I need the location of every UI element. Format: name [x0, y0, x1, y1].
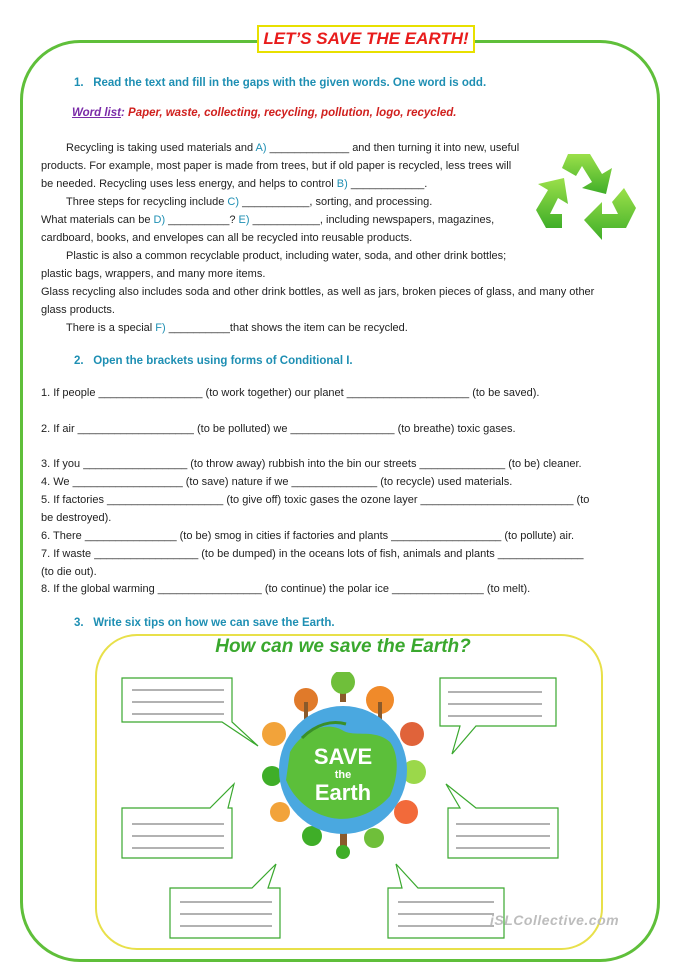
text-line-pre: plastic bags, wrappers, and many more items.	[41, 268, 266, 280]
speech-bubble-middle-left	[120, 782, 260, 862]
text-line	[41, 283, 594, 301]
text-line	[66, 139, 519, 157]
sentence: be destroyed).	[41, 512, 112, 524]
text-line	[41, 229, 412, 247]
earth-text-the: the	[334, 769, 352, 781]
text-line-post: __________that shows the item can be recycled.	[165, 322, 408, 334]
earth-text-earth: Earth	[314, 780, 372, 805]
sentence: 5. If factories ___________________ (to give off) toxic gases the ozone layer _________________________ (to	[41, 494, 590, 506]
text-line-pre: glass products.	[41, 304, 115, 316]
sentence: (to die out).	[41, 566, 97, 578]
gap-label: D)	[153, 214, 166, 226]
text-line	[66, 193, 432, 211]
sentence: 8. If the global warming _________________ (to continue) the polar ice _______________ (to melt).	[41, 583, 531, 595]
task-2-number: 2.	[74, 355, 84, 367]
text-line-pre: What materials can be	[41, 214, 154, 226]
sentence: 6. There _______________ (to be) smog in cities if factories and plants __________________ (to pollute) air.	[41, 530, 575, 542]
gap-label: F)	[155, 322, 166, 334]
gap-label: B)	[336, 178, 348, 190]
sentence: 7. If waste _________________ (to be dumped) in the oceans lots of fish, animals and plants ______________	[41, 548, 584, 560]
speech-bubble-middle-right	[440, 782, 570, 862]
tips-title: How can we save the Earth?	[215, 636, 471, 657]
task-1-heading	[74, 77, 486, 89]
task-3-number: 3.	[74, 617, 84, 629]
task-2-heading	[74, 355, 353, 367]
text-line	[41, 175, 427, 193]
page-title: LET’S SAVE THE EARTH!	[257, 25, 475, 53]
text-line	[66, 319, 408, 337]
word-list-colon: :	[120, 107, 125, 119]
sentence: 4. We __________________ (to save) nature if we ______________ (to recycle) used materials.	[41, 476, 513, 488]
task-3-instruction: Write six tips on how we can save the Earth.	[93, 617, 335, 629]
text-line-post: ____________.	[347, 178, 428, 190]
recycle-icon	[528, 148, 646, 256]
speech-bubble-top-right	[430, 676, 560, 756]
text-line-pre: Recycling is taking used materials and	[66, 142, 256, 154]
word-list-label: Word list	[72, 107, 121, 119]
text-line-pre: products. For example, most paper is made from trees, but if old paper is recycled, less trees will	[41, 160, 512, 172]
text-line-pre: There is a special	[66, 322, 156, 334]
text-line	[41, 301, 115, 319]
text-line-post: ___________, sorting, and processing.	[239, 196, 433, 208]
text-line-pre: Glass recycling also includes soda and other drink bottles, as well as jars, broken pieces of glass, and many other	[41, 286, 595, 298]
sentence: 1. If people _________________ (to work together) our planet ____________________ (to be saved).	[41, 387, 540, 399]
sentence: 3. If you _________________ (to throw away) rubbish into the bin our streets ______________ (to be) cleaner.	[41, 458, 582, 470]
task-3-heading	[74, 617, 335, 629]
task-2-instruction: Open the brackets using forms of Conditional I.	[93, 355, 353, 367]
sentence: 2. If air ___________________ (to be polluted) we _________________ (to breathe) toxic gases.	[41, 423, 516, 435]
speech-bubble-top-left	[120, 676, 260, 748]
text-line	[41, 157, 511, 175]
gap-label: C)	[227, 196, 240, 208]
gap-label: E)	[238, 214, 250, 226]
task-1-number: 1.	[74, 77, 84, 89]
text-line	[41, 265, 265, 283]
text-line-pre: Plastic is also a common recyclable product, including water, soda, and other drink bottles;	[66, 250, 507, 262]
text-line-pre: cardboard, books, and envelopes can all be recycled into reusable products.	[41, 232, 413, 244]
text-line-pre: Three steps for recycling include	[66, 196, 228, 208]
text-line	[41, 211, 494, 229]
speech-bubble-bottom-left	[168, 862, 308, 942]
watermark: iSLCollective.com	[490, 912, 620, 928]
earth-text-save: SAVE	[313, 744, 373, 769]
word-list	[72, 107, 457, 119]
task-1-instruction: Read the text and fill in the gaps with the given words. One word is odd.	[93, 77, 487, 89]
text-line-post: ___________, including newspapers, magazines,	[249, 214, 495, 226]
speech-bubble-bottom-right	[384, 862, 514, 942]
earth-illustration	[258, 672, 428, 860]
word-list-words: Paper, waste, collecting, recycling, pollution, logo, recycled.	[124, 107, 457, 119]
text-line-post: _____________ and then turning it into new, useful	[266, 142, 520, 154]
text-line-post: __________?	[165, 214, 239, 226]
text-line	[66, 247, 506, 265]
text-line-pre: be needed. Recycling uses less energy, and helps to control	[41, 178, 337, 190]
gap-label: A)	[255, 142, 267, 154]
